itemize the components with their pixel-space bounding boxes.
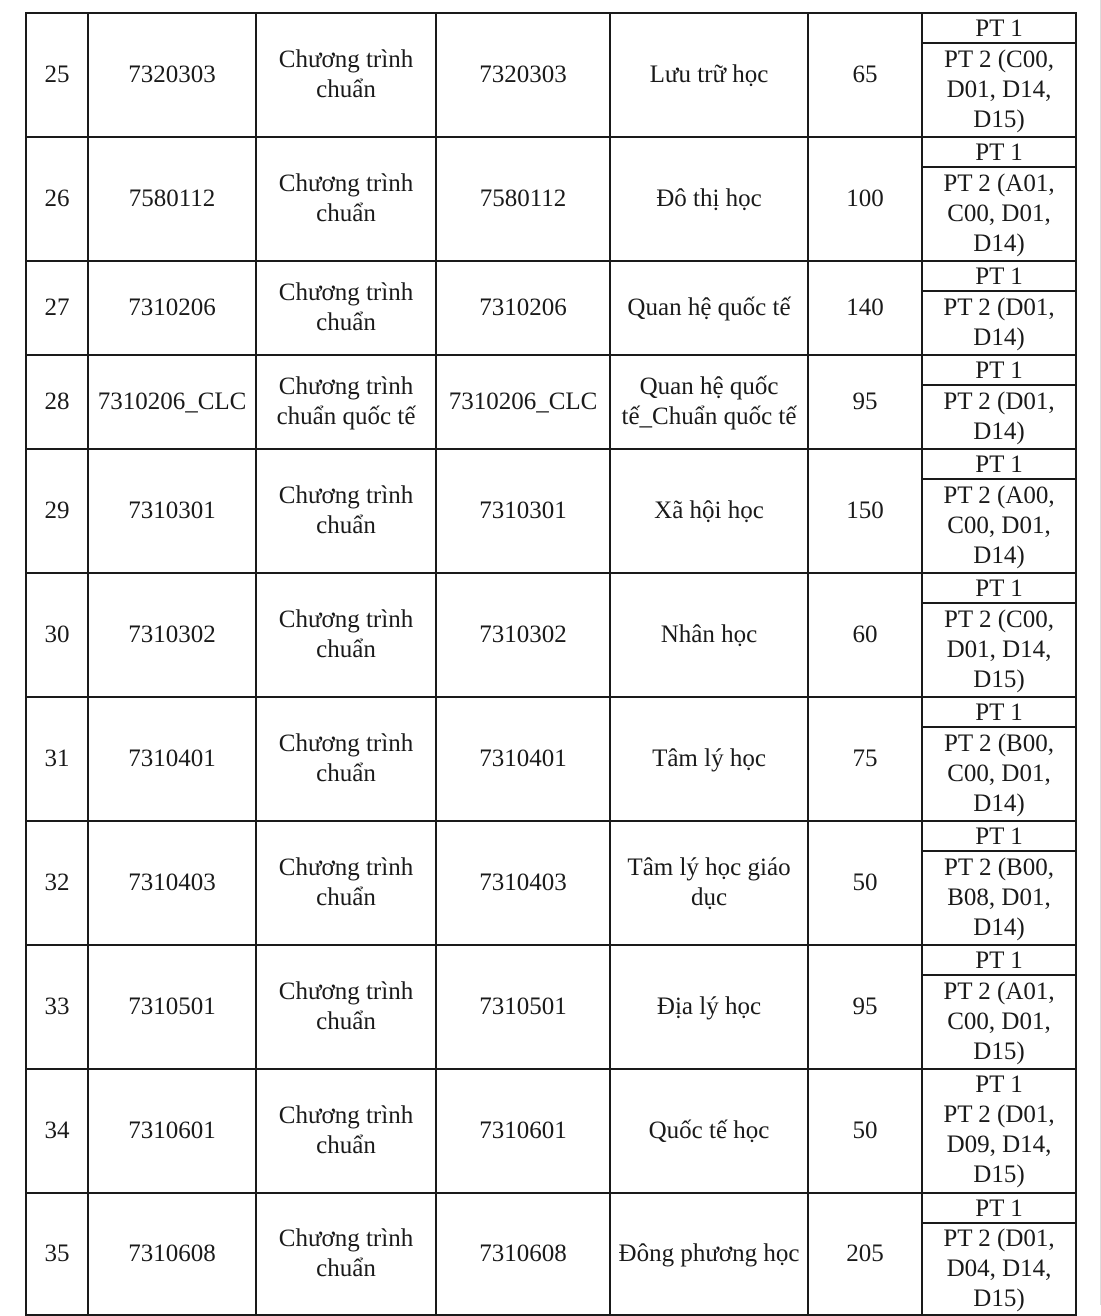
method-pt1: PT 1: [923, 357, 1075, 386]
quota-cell: 205: [808, 1193, 922, 1315]
major-code-cell: 7310302: [436, 573, 610, 697]
method-pt1: PT 1: [923, 823, 1075, 852]
quota-cell: 150: [808, 449, 922, 573]
program-code-cell: 7310401: [88, 697, 256, 821]
row-number-cell: 30: [26, 573, 88, 697]
admission-method-cell: [922, 573, 1076, 697]
table-row: [26, 137, 1076, 261]
program-type-cell: Chương trình chuẩn: [256, 1193, 436, 1315]
program-code-cell: 7310206_CLC: [88, 355, 256, 449]
major-code-cell: 7310401: [436, 697, 610, 821]
admission-method-cell: [922, 355, 1076, 449]
program-code-cell: 7310301: [88, 449, 256, 573]
method-pt1: PT 1: [923, 699, 1075, 728]
row-number-cell: 28: [26, 355, 88, 449]
program-type-cell: Chương trình chuẩn: [256, 449, 436, 573]
quota-cell: 95: [808, 355, 922, 449]
major-code-cell: 7320303: [436, 13, 610, 137]
row-number-cell: 35: [26, 1193, 88, 1315]
table-row: [26, 1193, 1076, 1315]
major-name-cell: Đông phương học: [610, 1193, 808, 1315]
table-row: [26, 261, 1076, 355]
program-type-cell: Chương trình chuẩn: [256, 697, 436, 821]
method-pt2: PT 2 (A00, C00, D01, D14): [943, 481, 1055, 569]
row-number-cell: 33: [26, 945, 88, 1069]
program-code-cell: 7320303: [88, 13, 256, 137]
major-code-cell: 7580112: [436, 137, 610, 261]
method-pt1: PT 1: [923, 15, 1075, 44]
major-name-cell: Quan hệ quốc tế_Chuẩn quốc tế: [610, 355, 808, 449]
method-pt2: PT 2 (B00, C00, D01, D14): [944, 729, 1054, 817]
method-pt2: PT 2 (D01, D04, D14, D15): [943, 1225, 1055, 1312]
method-pt1: PT 1: [923, 1195, 1075, 1224]
quota-cell: 75: [808, 697, 922, 821]
quota-cell: 50: [808, 821, 922, 945]
major-name-cell: Địa lý học: [610, 945, 808, 1069]
quota-cell: 50: [808, 1069, 922, 1193]
admission-method-cell: [922, 449, 1076, 573]
major-name-cell: Quốc tế học: [610, 1069, 808, 1193]
table-row: [26, 821, 1076, 945]
method-pt1: PT 1: [923, 263, 1075, 292]
program-code-cell: 7310206: [88, 261, 256, 355]
admissions-table: [25, 12, 1077, 1316]
row-number-cell: 32: [26, 821, 88, 945]
major-code-cell: 7310501: [436, 945, 610, 1069]
program-code-cell: 7580112: [88, 137, 256, 261]
program-code-cell: 7310302: [88, 573, 256, 697]
row-number-cell: 29: [26, 449, 88, 573]
major-code-cell: 7310608: [436, 1193, 610, 1315]
program-code-cell: 7310501: [88, 945, 256, 1069]
quota-cell: 60: [808, 573, 922, 697]
row-number-cell: 27: [26, 261, 88, 355]
method-pt2: PT 2 (D01, D14): [943, 293, 1055, 351]
method-pt2: PT 2 (D01, D14): [943, 387, 1055, 445]
program-type-cell: Chương trình chuẩn: [256, 261, 436, 355]
admission-method-cell: [922, 137, 1076, 261]
row-number-cell: 26: [26, 137, 88, 261]
admissions-table-container: [25, 12, 1075, 1316]
row-number-cell: 31: [26, 697, 88, 821]
program-code-cell: 7310608: [88, 1193, 256, 1315]
quota-cell: 65: [808, 13, 922, 137]
table-row: [26, 13, 1076, 137]
major-code-cell: 7310403: [436, 821, 610, 945]
program-type-cell: Chương trình chuẩn: [256, 1069, 436, 1193]
major-code-cell: 7310601: [436, 1069, 610, 1193]
table-row: [26, 573, 1076, 697]
admission-method-cell: [922, 821, 1076, 945]
table-row: [26, 355, 1076, 449]
row-number-cell: 25: [26, 13, 88, 137]
method-pt2: PT 2 (D01, D09, D14, D15): [943, 1100, 1055, 1188]
admission-method-cell: [922, 13, 1076, 137]
table-row: [26, 449, 1076, 573]
major-code-cell: 7310301: [436, 449, 610, 573]
row-number-cell: 34: [26, 1069, 88, 1193]
method-pt1: PT 1: [923, 575, 1075, 604]
admission-method-cell: [922, 261, 1076, 355]
program-type-cell: Chương trình chuẩn: [256, 13, 436, 137]
program-type-cell: Chương trình chuẩn: [256, 573, 436, 697]
table-row: [26, 1069, 1076, 1193]
major-name-cell: Đô thị học: [610, 137, 808, 261]
quota-cell: 140: [808, 261, 922, 355]
major-name-cell: Xã hội học: [610, 449, 808, 573]
major-name-cell: Nhân học: [610, 573, 808, 697]
method-pt2: PT 2 (C00, D01, D14, D15): [944, 605, 1054, 693]
admission-method-cell: [922, 1193, 1076, 1315]
program-type-cell: Chương trình chuẩn: [256, 137, 436, 261]
program-type-cell: Chương trình chuẩn: [256, 821, 436, 945]
method-pt1: PT 1: [923, 947, 1075, 976]
program-type-cell: Chương trình chuẩn quốc tế: [256, 355, 436, 449]
major-name-cell: Lưu trữ học: [610, 13, 808, 137]
admission-method-cell: [922, 945, 1076, 1069]
table-body: [26, 13, 1076, 1315]
quota-cell: 95: [808, 945, 922, 1069]
program-type-cell: Chương trình chuẩn: [256, 945, 436, 1069]
method-pt1: PT 1: [923, 139, 1075, 168]
major-name-cell: Tâm lý học: [610, 697, 808, 821]
quota-cell: 100: [808, 137, 922, 261]
method-pt1: PT 1: [923, 451, 1075, 480]
major-name-cell: Quan hệ quốc tế: [610, 261, 808, 355]
program-code-cell: 7310403: [88, 821, 256, 945]
major-name-cell: Tâm lý học giáo dục: [610, 821, 808, 945]
method-pt2: PT 2 (B00, B08, D01, D14): [944, 853, 1054, 941]
admission-method-cell: [922, 1069, 1076, 1193]
program-code-cell: 7310601: [88, 1069, 256, 1193]
method-pt2: PT 2 (C00, D01, D14, D15): [944, 45, 1054, 133]
table-row: [26, 945, 1076, 1069]
method-pt2: PT 2 (A01, C00, D01, D15): [943, 977, 1055, 1065]
table-row: [26, 697, 1076, 821]
method-pt2: PT 2 (A01, C00, D01, D14): [943, 169, 1055, 257]
admission-method-cell: [922, 697, 1076, 821]
major-code-cell: 7310206: [436, 261, 610, 355]
method-pt1: PT 1: [975, 1071, 1023, 1098]
major-code-cell: 7310206_CLC: [436, 355, 610, 449]
